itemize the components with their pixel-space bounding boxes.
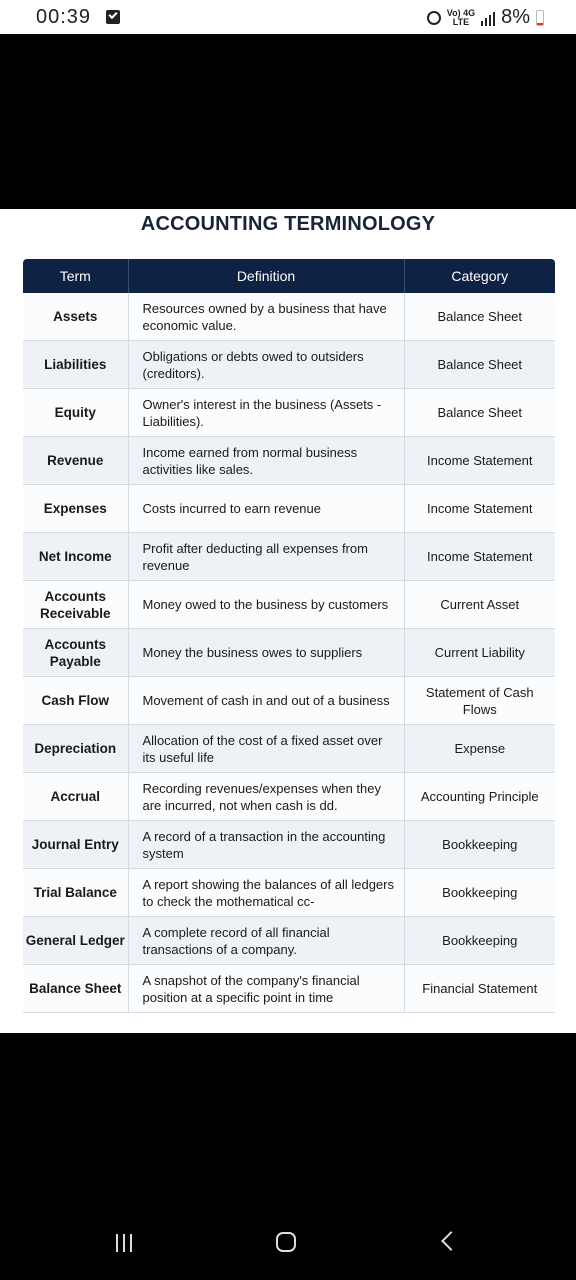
cell-term: Expenses — [23, 485, 128, 533]
cell-definition: Costs incurred to earn revenue — [128, 485, 404, 533]
cell-term: General Ledger — [23, 917, 128, 965]
cell-definition: Obligations or debts owed to outsiders (creditors). — [128, 341, 404, 389]
table-row — [23, 629, 555, 677]
network-label: Vo) 4G LTE — [446, 7, 476, 27]
notification-check-icon — [106, 10, 120, 24]
table-header-row — [23, 259, 555, 293]
signal-icon — [481, 10, 495, 26]
cell-category: Income Statement — [404, 533, 555, 581]
table-row — [23, 917, 555, 965]
table-row — [23, 677, 555, 725]
table-row — [23, 485, 555, 533]
cell-category: Bookkeeping — [404, 917, 555, 965]
cell-category: Bookkeeping — [404, 869, 555, 917]
table-row — [23, 533, 555, 581]
cell-category: Income Statement — [404, 437, 555, 485]
cell-definition: Owner's interest in the business (Assets - Liabilities). — [128, 389, 404, 437]
cell-definition: Allocation of the cost of a fixed asset over its useful life — [128, 725, 404, 773]
cell-term: Accrual — [23, 773, 128, 821]
table-row — [23, 293, 555, 341]
cell-category: Accounting Principle — [404, 773, 555, 821]
cell-term: Equity — [23, 389, 128, 437]
table-row — [23, 965, 555, 1013]
cell-definition: A record of a transaction in the accounting system — [128, 821, 404, 869]
cell-definition: Resources owned by a business that have economic value. — [128, 293, 404, 341]
cell-definition: Profit after deducting all expenses from revenue — [128, 533, 404, 581]
cell-definition: A report showing the balances of all ledgers to check the mothematical cc- — [128, 869, 404, 917]
table-row — [23, 389, 555, 437]
cell-category: Bookkeeping — [404, 821, 555, 869]
cell-category: Balance Sheet — [404, 293, 555, 341]
navigation-bar — [0, 1200, 576, 1280]
cell-category: Current Liability — [404, 629, 555, 677]
home-icon[interactable] — [276, 1232, 296, 1252]
recent-apps-icon[interactable] — [116, 1234, 132, 1252]
cell-term: Liabilities — [23, 341, 128, 389]
image-content — [0, 209, 576, 1033]
battery-icon — [536, 10, 544, 26]
cell-term: Revenue — [23, 437, 128, 485]
cell-definition: Money owed to the business by customers — [128, 581, 404, 629]
status-right — [427, 6, 544, 29]
cell-term: Net Income — [23, 533, 128, 581]
table-row — [23, 725, 555, 773]
cell-term: Cash Flow — [23, 677, 128, 725]
back-icon[interactable] — [441, 1231, 461, 1251]
battery-percent: 8% — [501, 6, 530, 28]
table-row — [23, 773, 555, 821]
cell-definition: A snapshot of the company's financial position at a specific point in time — [128, 965, 404, 1013]
cell-definition: Money the business owes to suppliers — [128, 629, 404, 677]
cell-category: Financial Statement — [404, 965, 555, 1013]
cell-term: Accounts Receivable — [23, 581, 128, 629]
header-term: Term — [23, 259, 128, 293]
cell-term: Journal Entry — [23, 821, 128, 869]
cell-category: Income Statement — [404, 485, 555, 533]
cell-term: Depreciation — [23, 725, 128, 773]
terminology-table — [23, 259, 555, 1013]
table-row — [23, 821, 555, 869]
cell-definition: Recording revenues/expenses when they are incurred, not when cash is dd. — [128, 773, 404, 821]
cell-definition: Income earned from normal business activities like sales. — [128, 437, 404, 485]
cell-category: Balance Sheet — [404, 389, 555, 437]
page-title: ACCOUNTING TERMINOLOGY — [140, 213, 436, 235]
table-row — [23, 437, 555, 485]
header-definition: Definition — [128, 259, 404, 293]
table-row — [23, 869, 555, 917]
status-time: 00:39 — [36, 6, 92, 28]
table-row — [23, 581, 555, 629]
header-category: Category — [404, 259, 555, 293]
alarm-icon — [427, 11, 441, 25]
cell-category: Statement of Cash Flows — [404, 677, 555, 725]
cell-category: Current Asset — [404, 581, 555, 629]
cell-term: Balance Sheet — [23, 965, 128, 1013]
table-row — [23, 341, 555, 389]
cell-definition: A complete record of all financial transactions of a company. — [128, 917, 404, 965]
cell-term: Trial Balance — [23, 869, 128, 917]
cell-category: Balance Sheet — [404, 341, 555, 389]
cell-definition: Movement of cash in and out of a business — [128, 677, 404, 725]
cell-term: Accounts Payable — [23, 629, 128, 677]
cell-category: Expense — [404, 725, 555, 773]
status-bar — [0, 0, 576, 34]
cell-term: Assets — [23, 293, 128, 341]
